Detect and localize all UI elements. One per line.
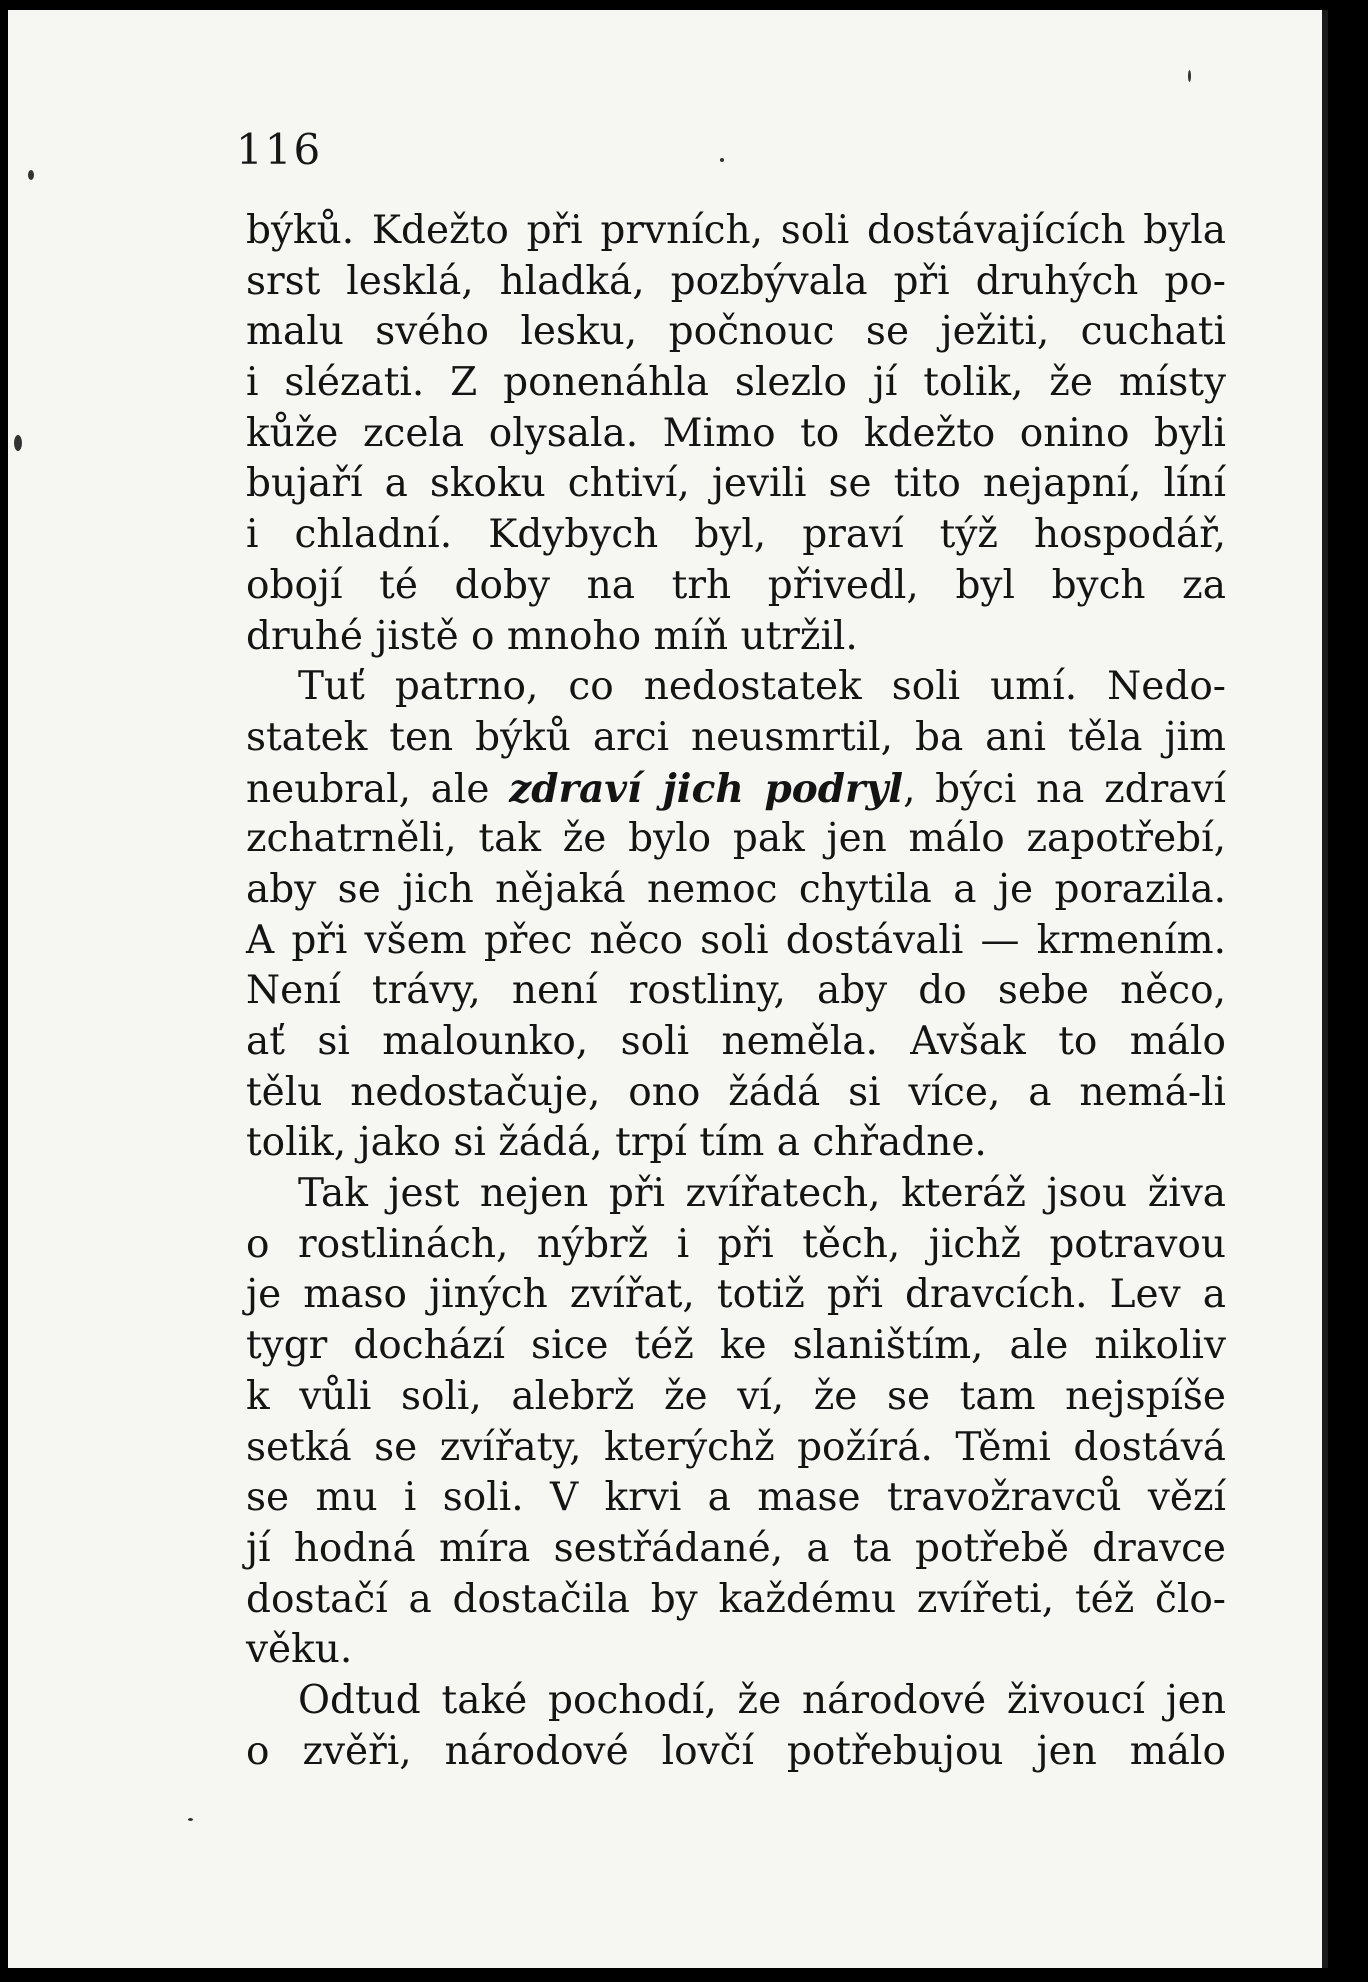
body-text: [246, 206, 1226, 1777]
text-line: i chladní. Kdybych byl, praví týž hospodář,: [246, 512, 1226, 558]
text-line: tygr dochází sice též ke slaništím, ale nikoliv: [246, 1323, 1226, 1369]
text-line: druhé jistě o mnoho míň utržil.: [246, 613, 858, 659]
text-line: statek ten býků arci neusmrtil, ba ani těla jim: [246, 714, 1226, 760]
book-page: [8, 10, 1328, 1968]
print-speck: [28, 170, 34, 180]
text-line: malu svého lesku, počnouc se ježiti, cuchati: [246, 309, 1226, 355]
text-line: Není trávy, není rostliny, aby do sebe něco,: [246, 968, 1226, 1014]
text-line: býků. Kdežto při prvních, soli dostávajících byla: [246, 208, 1226, 253]
text-line: aby se jich nějaká nemoc chytila a je porazila.: [246, 866, 1226, 912]
text-line: zchatrněli, tak že bylo pak jen málo zapotřebí,: [246, 816, 1226, 862]
text-line: [246, 764, 1226, 815]
text-line: k vůli soli, alebrž že ví, že se tam nejspíše: [246, 1373, 1226, 1419]
text-line: bujaří a skoku chtiví, jevili se tito nejapní, líní: [246, 461, 1226, 507]
text-line: dostačí a dostačila by každému zvířeti, též člo-: [246, 1576, 1226, 1622]
text-line: tolik, jako si žádá, trpí tím a chřadne.: [246, 1120, 987, 1166]
print-speck: [720, 158, 724, 162]
text-segment: , býci na zdraví: [903, 766, 1226, 812]
text-line: je maso jiných zvířat, totiž při dravcích. Lev a: [246, 1272, 1226, 1318]
text-segment: neubral, ale: [246, 766, 510, 812]
print-speck: [14, 435, 22, 451]
page-number: 116: [236, 125, 323, 174]
text-line: Odtud také pochodí, že národové živoucí jen: [298, 1677, 1226, 1723]
text-line: o zvěři, národové lovčí potřebujou jen málo: [246, 1728, 1226, 1774]
text-line: srst lesklá, hladká, pozbývala při druhých po-: [246, 258, 1226, 304]
emphasized-text: zdraví jich podryl: [509, 765, 904, 812]
text-line: Tuť patrno, co nedostatek soli umí. Nedo-: [298, 664, 1226, 710]
print-speck: [188, 1818, 193, 1821]
text-line: se mu i soli. V krvi a mase travožravců vězí: [246, 1475, 1226, 1521]
text-line: kůže zcela olysala. Mimo to kdežto onino byli: [246, 410, 1226, 456]
text-line: A při všem přec něco soli dostávali — krmením.: [246, 917, 1226, 963]
text-line: ať si malounko, soli neměla. Avšak to málo: [246, 1019, 1226, 1064]
text-line: tělu nedostačuje, ono žádá si více, a nemá-li: [246, 1069, 1226, 1115]
text-line: o rostlinách, nýbrž i při těch, jichž potravou: [246, 1221, 1226, 1267]
text-line: obojí té doby na trh přivedl, byl bych za: [246, 562, 1226, 608]
text-line: jí hodná míra sestřádané, a ta potřebě dravce: [246, 1525, 1226, 1571]
print-speck: [1188, 70, 1191, 82]
text-line: věku.: [246, 1627, 353, 1673]
text-line: Tak jest nejen při zvířatech, kteráž jsou živa: [298, 1171, 1226, 1217]
text-line: i slézati. Z ponenáhla slezlo jí tolik, že místy: [246, 360, 1226, 406]
text-line: setká se zvířaty, kterýchž požírá. Těmi dostává: [246, 1424, 1226, 1470]
